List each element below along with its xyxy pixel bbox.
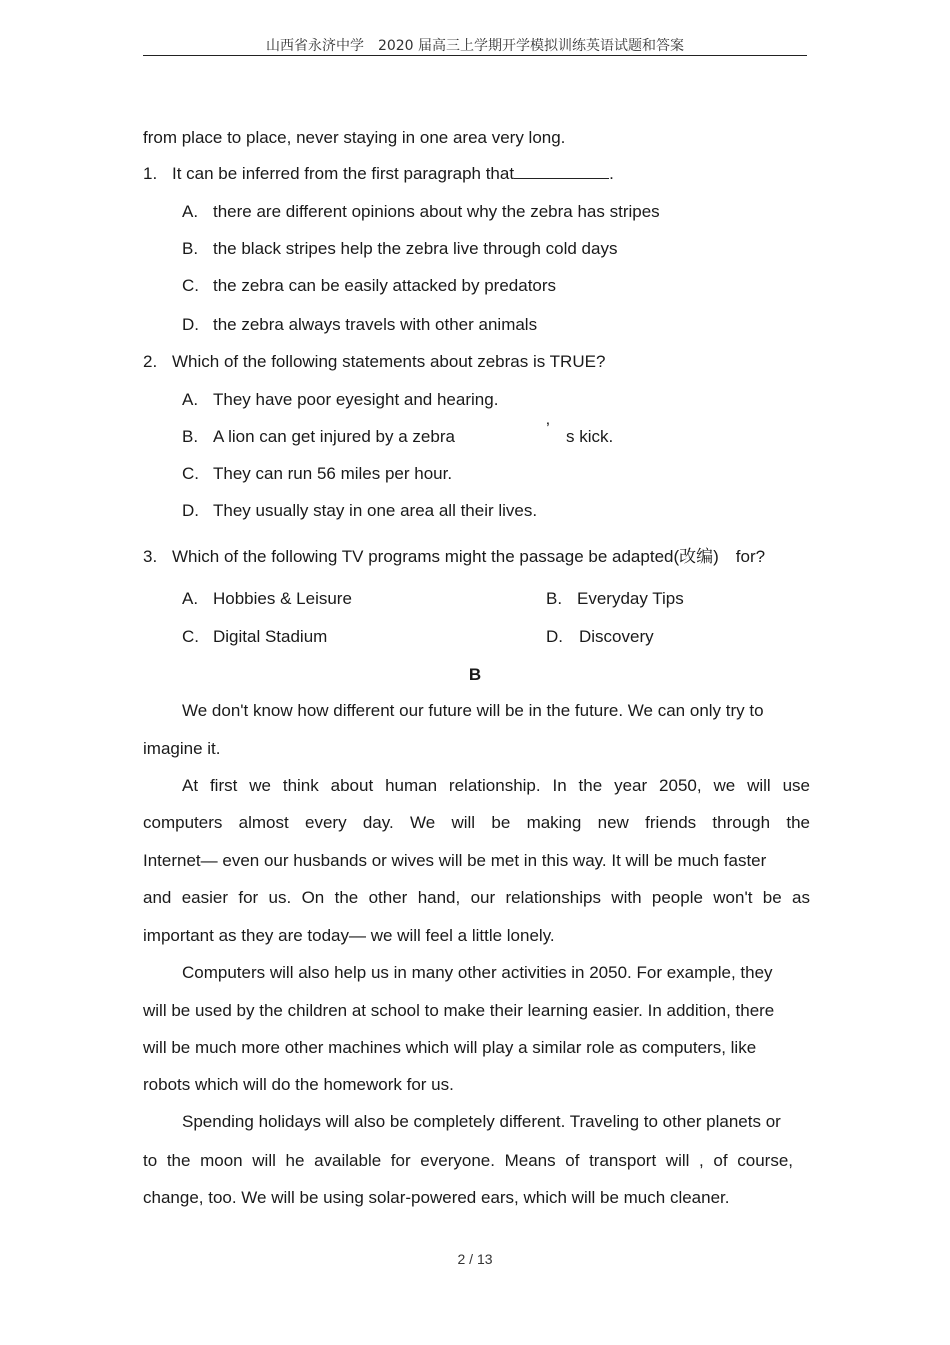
option-letter: B. <box>182 427 199 446</box>
header-divider <box>143 55 807 56</box>
paragraph-line: Spending holidays will also be completely different. Traveling to other planets or <box>182 1112 781 1131</box>
paragraph-line: Computers will also help us in many other activities in 2050. For example, they <box>182 963 773 982</box>
paragraph-line: to the moon will he available for everyone. Means of transport will , of course, <box>143 1151 793 1170</box>
page-header: 山西省永济中学 2020 届高三上学期开学模拟训练英语试题和答案 <box>265 38 685 54</box>
option-text: Everyday Tips <box>577 589 684 608</box>
paragraph-line: and easier for us. On the other hand, our relationships with people won't be as <box>143 888 810 907</box>
question-number: 3. <box>143 547 158 566</box>
section-heading: B <box>468 665 482 684</box>
option-letter: D. <box>546 627 563 646</box>
option-text: the zebra can be easily attacked by predators <box>213 276 557 295</box>
question-stem: Which of the following TV programs might the passage be adapted(改编) for? <box>172 547 766 566</box>
paragraph-line: will be used by the children at school to make their learning easier. In addition, there <box>143 1001 775 1020</box>
apostrophe-mark: ’ <box>546 419 550 438</box>
paragraph-line: computers almost every day. We will be making new friends through the <box>143 813 810 832</box>
option-text: They can run 56 miles per hour. <box>213 464 453 483</box>
answer-blank <box>514 164 609 179</box>
option-letter: C. <box>182 627 199 646</box>
option-letter: B. <box>546 589 563 608</box>
option-letter: A. <box>182 390 199 409</box>
option-text-end: s kick. <box>566 427 614 446</box>
option-text: the zebra always travels with other animals <box>213 315 538 334</box>
paragraph-line: change, too. We will be using solar-powered ears, which will be much cleaner. <box>143 1188 730 1207</box>
option-text: A lion can get injured by a zebra <box>213 427 455 446</box>
paragraph-line: We don't know how different our future will be in the future. We can only try to <box>182 701 764 720</box>
paragraph-line: At first we think about human relationship. In the year 2050, we will use <box>182 776 810 795</box>
option-text: Digital Stadium <box>213 627 328 646</box>
paragraph-line: imagine it. <box>143 739 221 758</box>
option-text: the black stripes help the zebra live through cold days <box>213 239 618 258</box>
option-text: They usually stay in one area all their lives. <box>213 501 538 520</box>
paragraph-line: robots which will do the homework for us. <box>143 1075 454 1094</box>
option-letter: D. <box>182 501 199 520</box>
paragraph-line: Internet— even our husbands or wives will be met in this way. It will be much faster <box>143 851 767 870</box>
option-text: Hobbies & Leisure <box>213 589 352 608</box>
option-letter: C. <box>182 464 199 483</box>
option-letter: D. <box>182 315 199 334</box>
option-text: They have poor eyesight and hearing. <box>213 390 499 409</box>
question-stem: Which of the following statements about zebras is TRUE? <box>172 352 606 371</box>
paragraph-line: important as they are today— we will feel a little lonely. <box>143 926 555 945</box>
question-stem: It can be inferred from the first paragraph that . <box>172 164 614 183</box>
question-number: 1. <box>143 164 158 183</box>
option-letter: C. <box>182 276 199 295</box>
option-text: Discovery <box>579 627 654 646</box>
option-letter: A. <box>182 202 199 221</box>
option-letter: B. <box>182 239 199 258</box>
paragraph-line: will be much more other machines which will play a similar role as computers, like <box>143 1038 757 1057</box>
continued-line: from place to place, never staying in one area very long. <box>143 128 566 147</box>
option-letter: A. <box>182 589 199 608</box>
option-text: there are different opinions about why the zebra has stripes <box>213 202 660 221</box>
page-number: 2 / 13 <box>457 1251 493 1267</box>
question-number: 2. <box>143 352 158 371</box>
